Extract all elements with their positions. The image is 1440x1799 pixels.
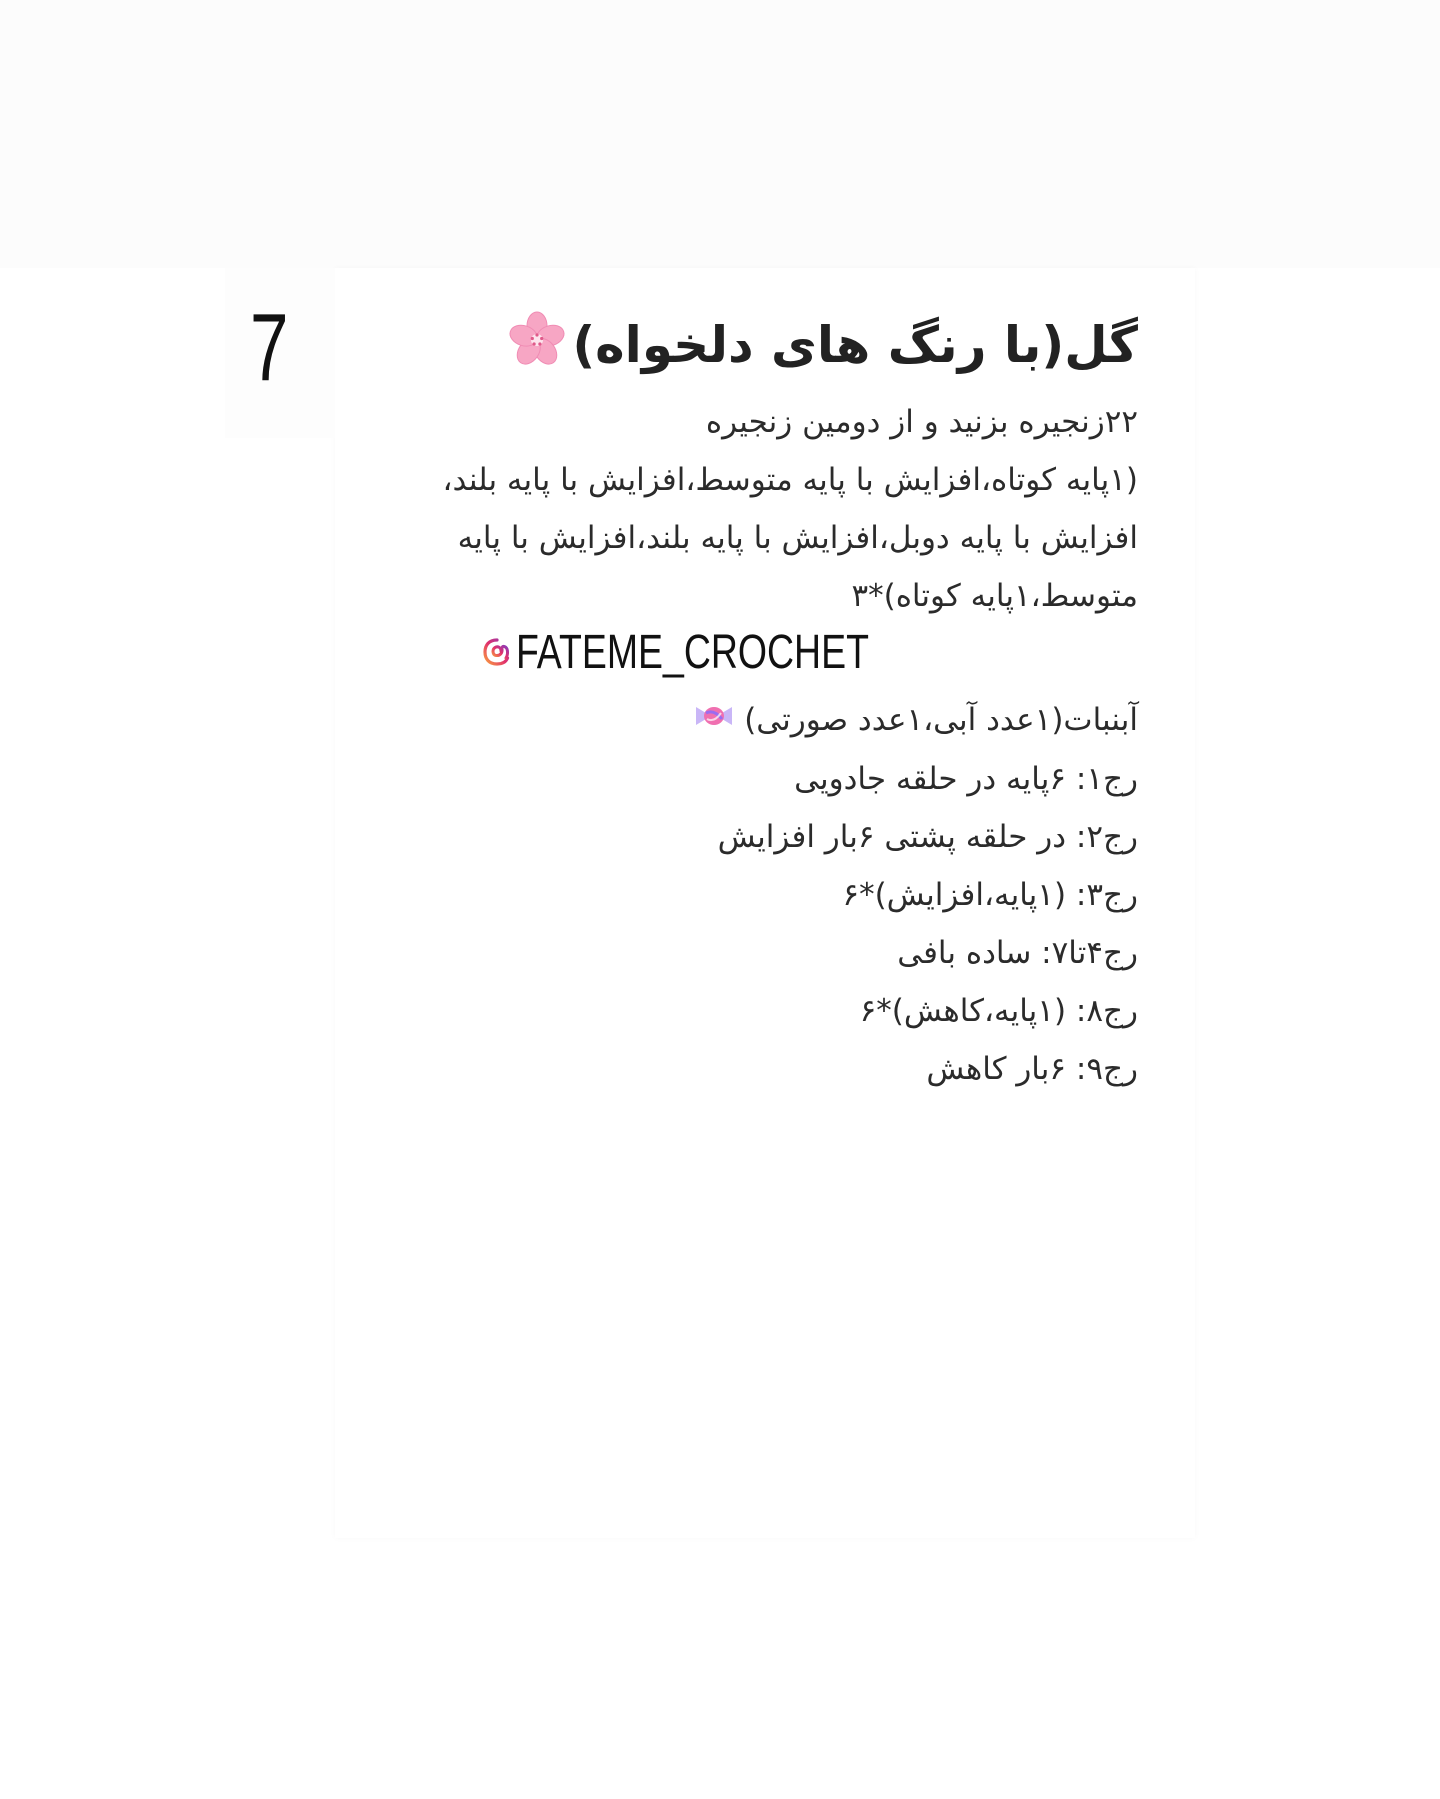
candy-heading-row (378, 691, 1138, 751)
flower-instruction-line: متوسط،۱پایه کوتاه)*۳ (851, 577, 1138, 614)
watermark-handle: FATEME_CROCHET (516, 625, 869, 679)
flower-instruction-line: افزایش با پایه دوبل،افزایش با پایه بلند،افزایش با پایه (457, 519, 1138, 556)
pattern-content (378, 310, 1138, 1098)
threads-icon (482, 637, 512, 667)
candy-row: رج۳: (۱پایه،افزایش)*۶ (842, 877, 1138, 913)
candy-row: رج۴تا۷: ساده بافی (897, 935, 1138, 971)
watermark (482, 622, 968, 682)
candy-row: رج۱: ۶پایه در حلقه جادویی (794, 761, 1138, 797)
candy-section (378, 691, 1138, 1099)
pattern-title: گل(با رنگ های دلخواه) (572, 316, 1138, 374)
candy-row: رج۹: ۶بار کاهش (926, 1051, 1138, 1087)
page-number: 7 (250, 294, 289, 401)
cherry-blossom-icon (508, 311, 566, 387)
candy-row: رج۲: در حلقه پشتی ۶بار افزایش (717, 819, 1138, 855)
pattern-title-row (378, 310, 1138, 387)
candy-row: رج۸: (۱پایه،کاهش)*۶ (859, 993, 1138, 1029)
top-background-band (0, 0, 1440, 268)
candy-icon (692, 692, 736, 750)
flower-instruction-line: (۱پایه کوتاه،افزایش با پایه متوسط،افزایش با پایه بلند، (442, 461, 1138, 498)
candy-heading: آبنبات(۱عدد آبی،۱عدد صورتی) (744, 701, 1138, 738)
flower-instruction-line: ۲۲زنجیره بزنید و از دومین زنجیره (705, 403, 1138, 440)
